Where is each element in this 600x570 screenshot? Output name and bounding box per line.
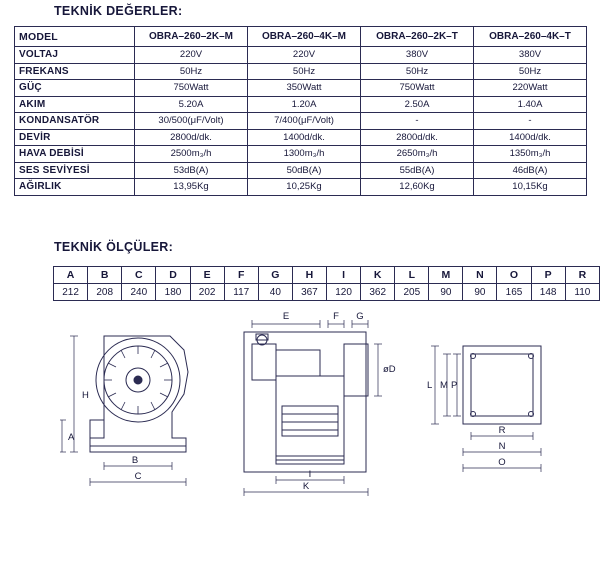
- dim-label-F: F: [333, 311, 339, 322]
- table-cell: 750Watt: [361, 80, 474, 97]
- dim-letter: D: [156, 267, 190, 284]
- dim-label-P: P: [451, 380, 458, 391]
- dim-value: 208: [88, 284, 122, 301]
- dim-label-A: A: [68, 432, 75, 443]
- table-header-cell: OBRA–260–2K–M: [135, 27, 248, 47]
- dim-letter: C: [122, 267, 156, 284]
- table-cell: 50Hz: [361, 63, 474, 80]
- table-cell: 2500m₃/h: [135, 146, 248, 163]
- row-label: GÜÇ: [15, 80, 135, 97]
- table-cell: 1.20A: [248, 96, 361, 113]
- table-header-cell: MODEL: [15, 27, 135, 47]
- table-cell: -: [474, 113, 587, 130]
- dim-label-K: K: [302, 481, 310, 492]
- fan-side-view-drawing: [232, 310, 402, 505]
- dim-letter: P: [531, 267, 565, 284]
- dim-label-O: O: [498, 457, 506, 468]
- dimensions-table: [53, 266, 600, 301]
- dim-label-H: H: [82, 390, 89, 401]
- dim-label-M: M: [440, 380, 448, 391]
- table-cell: 1300m₃/h: [248, 146, 361, 163]
- table-header-row: [15, 27, 587, 47]
- dim-letter: R: [565, 267, 599, 284]
- table-cell: 2800d/dk.: [361, 129, 474, 146]
- table-row: [15, 47, 587, 64]
- table-cell: 55dB(A): [361, 162, 474, 179]
- dim-label-G: G: [356, 311, 364, 322]
- dim-value: 90: [463, 284, 497, 301]
- table-row: [15, 113, 587, 130]
- row-label: DEVİR: [15, 129, 135, 146]
- table-cell: 50Hz: [135, 63, 248, 80]
- row-label: AĞIRLIK: [15, 179, 135, 196]
- table-cell: 53dB(A): [135, 162, 248, 179]
- row-label: VOLTAJ: [15, 47, 135, 64]
- dim-letter: M: [429, 267, 463, 284]
- tech-values-title: TEKNİK DEĞERLER:: [54, 4, 183, 18]
- dim-label-oD: øD: [383, 364, 396, 375]
- dim-value: 120: [326, 284, 360, 301]
- table-cell: 50Hz: [248, 63, 361, 80]
- dim-label-B: B: [131, 455, 139, 466]
- dim-value: 117: [224, 284, 258, 301]
- dim-letter: G: [258, 267, 292, 284]
- table-cell: -: [361, 113, 474, 130]
- dim-value: 40: [258, 284, 292, 301]
- dim-value: 202: [190, 284, 224, 301]
- dim-value: 180: [156, 284, 190, 301]
- table-header-cell: OBRA–260–4K–T: [474, 27, 587, 47]
- dim-label-I: I: [308, 469, 312, 480]
- table-cell: 1400d/dk.: [248, 129, 361, 146]
- table-row: [15, 129, 587, 146]
- table-row: [15, 96, 587, 113]
- dim-letter: A: [54, 267, 88, 284]
- dim-label-L: L: [427, 380, 433, 391]
- table-row: [15, 179, 587, 196]
- table-row: [15, 63, 587, 80]
- table-cell: 220V: [135, 47, 248, 64]
- dim-value: 205: [395, 284, 429, 301]
- dim-letter: I: [326, 267, 360, 284]
- table-row: [15, 146, 587, 163]
- dim-value: 240: [122, 284, 156, 301]
- table-cell: 10,15Kg: [474, 179, 587, 196]
- table-cell: 2.50A: [361, 96, 474, 113]
- dim-letter: H: [292, 267, 326, 284]
- dim-label-C: C: [134, 471, 142, 482]
- table-header-cell: OBRA–260–4K–M: [248, 27, 361, 47]
- table-cell: 7/400(μF/Volt): [248, 113, 361, 130]
- dim-value: 165: [497, 284, 531, 301]
- dim-letter: B: [88, 267, 122, 284]
- table-cell: 350Watt: [248, 80, 361, 97]
- table-cell: 10,25Kg: [248, 179, 361, 196]
- dim-letter: L: [395, 267, 429, 284]
- dim-value: 362: [361, 284, 395, 301]
- table-cell: 1350m₃/h: [474, 146, 587, 163]
- table-cell: 12,60Kg: [361, 179, 474, 196]
- row-label: FREKANS: [15, 63, 135, 80]
- dim-value: 367: [292, 284, 326, 301]
- dim-label-R: R: [498, 425, 506, 436]
- table-cell: 1400d/dk.: [474, 129, 587, 146]
- table-cell: 46dB(A): [474, 162, 587, 179]
- dim-label-E: E: [282, 311, 290, 322]
- table-cell: 13,95Kg: [135, 179, 248, 196]
- table-row: [15, 80, 587, 97]
- table-cell: 1.40A: [474, 96, 587, 113]
- table-cell: 2650m₃/h: [361, 146, 474, 163]
- dim-label-N: N: [498, 441, 506, 452]
- table-cell: 380V: [361, 47, 474, 64]
- fan-front-view-drawing: [60, 320, 220, 505]
- tech-values-table: [14, 26, 587, 196]
- dim-value: 212: [54, 284, 88, 301]
- row-label: AKIM: [15, 96, 135, 113]
- dim-letter: F: [224, 267, 258, 284]
- dimensions-letters-row: [54, 267, 600, 284]
- dimensions-values-row: [54, 284, 600, 301]
- table-cell: 380V: [474, 47, 587, 64]
- table-cell: 750Watt: [135, 80, 248, 97]
- row-label: SES SEVİYESİ: [15, 162, 135, 179]
- dim-letter: O: [497, 267, 531, 284]
- table-cell: 2800d/dk.: [135, 129, 248, 146]
- row-label: KONDANSATÖR: [15, 113, 135, 130]
- dim-value: 110: [565, 284, 599, 301]
- tech-measures-title: TEKNİK ÖLÇÜLER:: [54, 240, 174, 254]
- dim-letter: K: [361, 267, 395, 284]
- table-cell: 220V: [248, 47, 361, 64]
- table-row: [15, 162, 587, 179]
- table-header-cell: OBRA–260–2K–T: [361, 27, 474, 47]
- fan-flange-view-drawing: [425, 330, 575, 495]
- table-cell: 220Watt: [474, 80, 587, 97]
- table-cell: 50Hz: [474, 63, 587, 80]
- dim-letter: E: [190, 267, 224, 284]
- row-label: HAVA DEBİSİ: [15, 146, 135, 163]
- table-cell: 5.20A: [135, 96, 248, 113]
- table-cell: 50dB(A): [248, 162, 361, 179]
- table-cell: 30/500(μF/Volt): [135, 113, 248, 130]
- dim-letter: N: [463, 267, 497, 284]
- dim-value: 148: [531, 284, 565, 301]
- dim-value: 90: [429, 284, 463, 301]
